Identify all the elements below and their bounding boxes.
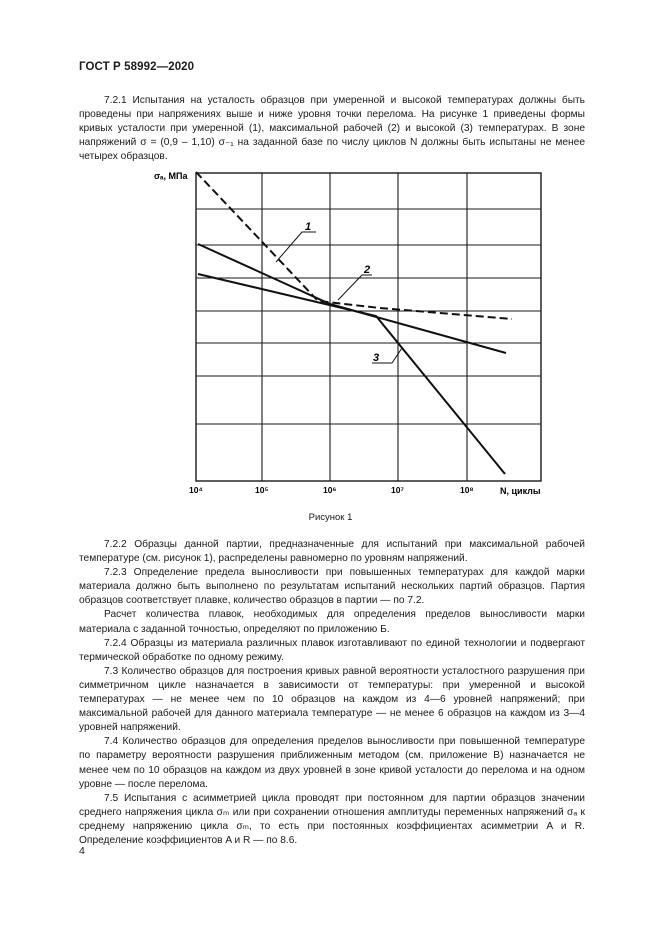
curve-label-2: 2 [364,264,371,276]
curve-label-1: 1 [305,221,312,233]
chart-grid [196,173,541,481]
x-tick-label: 10⁷ [391,485,404,495]
y-axis-label: σₐ, МПа [154,171,188,181]
leader-2 [338,275,372,300]
page-number: 4 [79,845,85,857]
paragraph-7-2-2: 7.2.2 Образцы данной партии, предназначенные для испытаний при максимальной рабочей температуре (см. рисунок 1), распределены равномерно по уровням напряжений. [79,539,585,565]
paragraph-7-4: 7.4 Количество образцов для определения пределов выносливости при повышенной температуре по параметру вероятности разрушения приближенным методом (см. приложение В) назначается не менее чем по 10 образцов на каждом из двух уровней в зоне кривой усталости до перелома и на одном уровне — после перелома. [79,736,585,790]
paragraph-7-2-3: 7.2.3 Определение предела выносливости при повышенных температурах для каждой марки материала должно быть выполнено по результатам испытаний нескольких партий образцов. Партия образцов соответствует плавке, количество образцов в партии — по 7.2. [79,567,585,607]
leader-1 [276,232,316,262]
x-tick-label: 10⁵ [255,485,269,495]
paragraph-7-5: 7.5 Испытания с асимметрией цикла проводят при постоянном для партии образцов значении среднего напряжения цикла σₘ или при сохранении отношения амплитуды переменных напряжений σₐ к среднему напряжению цикла σₘ, то есть при постоянных коэффициентах асимметрии A и R. Определение коэффициентов A и R — по 8.6. [79,792,585,846]
paragraph-7-2-4: 7.2.4 Образцы из материала различных плавок изготавливают по единой технологии и подвергают термической обработке по одному режиму. [79,637,585,663]
paragraph-7-3: 7.3 Количество образцов для построения кривых равной вероятности усталостного разрушения при симметричном цикле назначается в зависимости от температуры: при умеренной и высокой температурах — не менее чем по 10 образцов на каждом из 4—6 уровней напряжений; при максимальной рабочей для данного материала температуре — не менее 6 образцов на каждом из 3—4 уровней напряжений. [79,665,585,734]
document-header: ГОСТ Р 58992—2020 [79,61,195,73]
curve-2 [198,244,506,353]
x-axis-label: N, циклы [500,486,541,496]
paragraph-calc-note: Расчет количества плавок, необходимых для определения пределов выносливости марки материала с заданной точностью, определяют по приложению Б. [79,609,585,635]
paragraph-text: 7.2.1 Испытания на усталость образцов при умеренной и высокой температурах должны быть проведены при напряжениях выше и ниже уровня точки перелома. На рисунке 1 приведены формы кривых усталости при умеренной (1), максимальной рабочей (2) и высокой (3) температурах. В зоне напряжений σ = (0,9 – 1,10) σ₋₁ на заданной базе по числу циклов N должны быть испытаны не менее четырех образцов. [79,95,585,163]
x-tick-label: 10⁶ [323,485,337,495]
x-tick-label: 10⁴ [189,485,203,495]
x-tick-label: 10⁸ [460,485,474,495]
figure-caption: Рисунок 1 [308,512,353,523]
curve-label-3: 3 [373,352,380,364]
paragraph-block [79,538,585,848]
